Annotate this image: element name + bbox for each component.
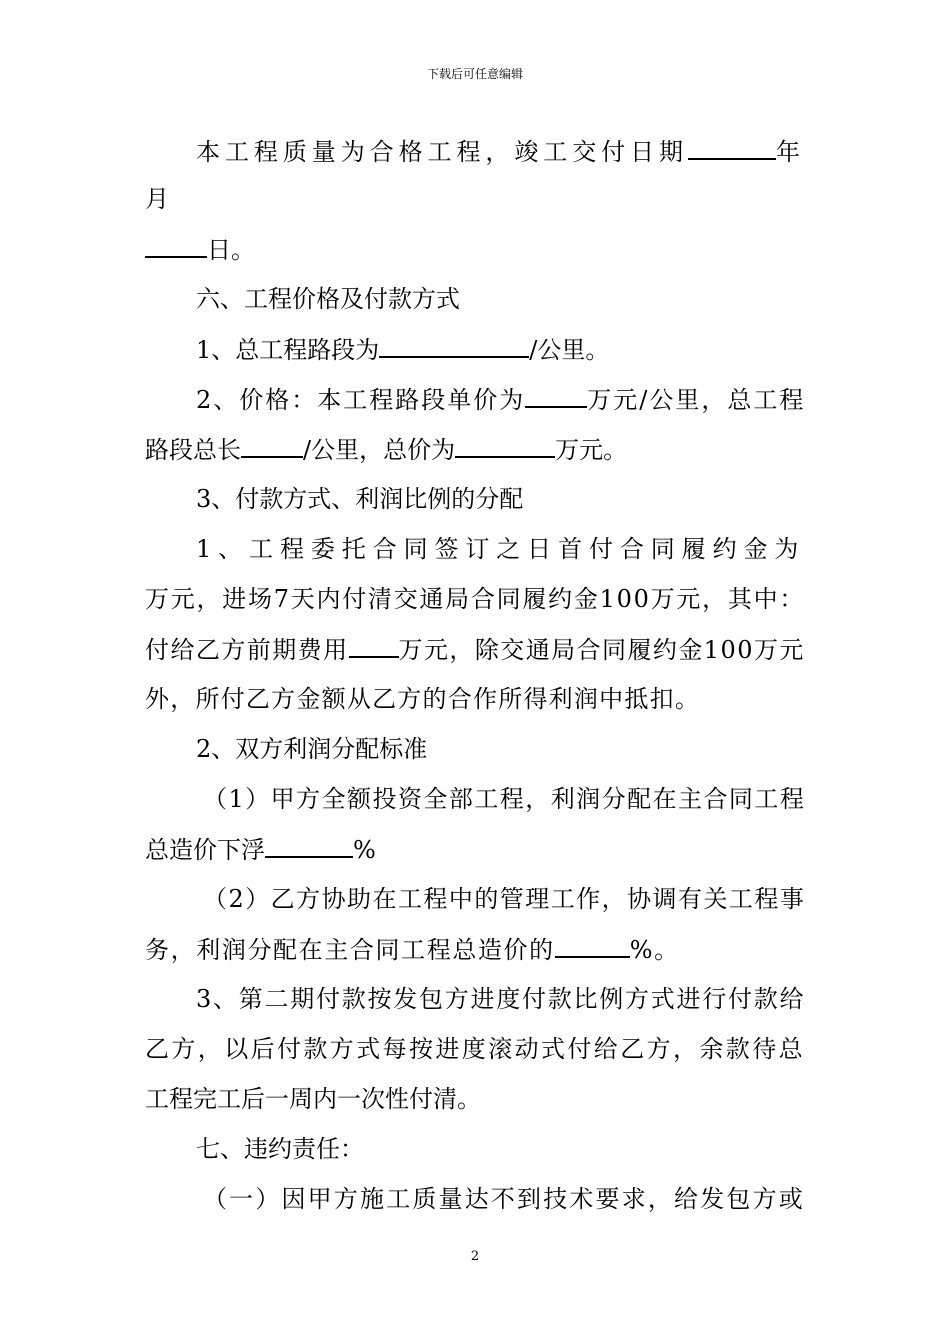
- blank-underline: [349, 634, 399, 658]
- paragraph-line: （1）甲方全额投资全部工程，利润分配在主合同工程: [203, 785, 806, 813]
- section-heading: 七、违约责任：: [196, 1135, 364, 1163]
- page-header: 下载后可任意编辑: [426, 67, 523, 81]
- paragraph-line: 日。: [145, 234, 255, 265]
- page-number: 2: [470, 1249, 480, 1264]
- paragraph-line: 月: [145, 185, 169, 213]
- paragraph-line: 1、总工程路段为 /公里。: [196, 336, 610, 364]
- paragraph-line: 务，利润分配在主合同工程总造价的 %。: [145, 936, 680, 964]
- paragraph-line: （2）乙方协助在工程中的管理工作，协调有关工程事: [203, 885, 806, 913]
- blank-underline: [688, 136, 776, 160]
- blank-underline: [145, 234, 207, 258]
- paragraph-line: 本工程质量为合格工程，竣工交付日期 年: [196, 138, 805, 166]
- blank-underline: [241, 434, 303, 458]
- paragraph-line: 乙方，以后付款方式每按进度滚动式付给乙方，余款待总: [145, 1035, 805, 1063]
- paragraph-line: 2、价格：本工程路段单价为 万元/公里，总工程: [196, 386, 806, 414]
- blank-underline: [525, 384, 587, 408]
- paragraph-line: 3、第二期付款按发包方进度付款比例方式进行付款给: [196, 985, 806, 1013]
- paragraph-line: 总造价下浮 %: [145, 836, 376, 864]
- paragraph-line: （一）因甲方施工质量达不到技术要求，给发包方或: [203, 1185, 805, 1213]
- blank-underline: [555, 934, 630, 958]
- paragraph-line: 外，所付乙方金额从乙方的合作所得利润中抵扣。: [145, 685, 701, 713]
- paragraph-line: 万元，进场7天内付清交通局合同履约金100万元，其中：: [145, 585, 806, 613]
- paragraph-line: 路段总长 /公里，总价为 万元。: [145, 436, 628, 464]
- section-heading: 六、工程价格及付款方式: [196, 285, 460, 313]
- paragraph-line: 1、工程委托合同签订之日首付合同履约金为: [196, 535, 806, 563]
- blank-underline: [379, 334, 529, 358]
- blank-underline: [455, 434, 555, 458]
- paragraph-line: 付给乙方前期费用 万元，除交通局合同履约金100万元: [145, 636, 805, 664]
- paragraph-line: 2、双方利润分配标准: [196, 735, 428, 763]
- blank-underline: [265, 834, 353, 858]
- paragraph-line: 3、付款方式、利润比例的分配: [196, 485, 524, 513]
- paragraph-line: 工程完工后一周内一次性付清。: [145, 1085, 481, 1113]
